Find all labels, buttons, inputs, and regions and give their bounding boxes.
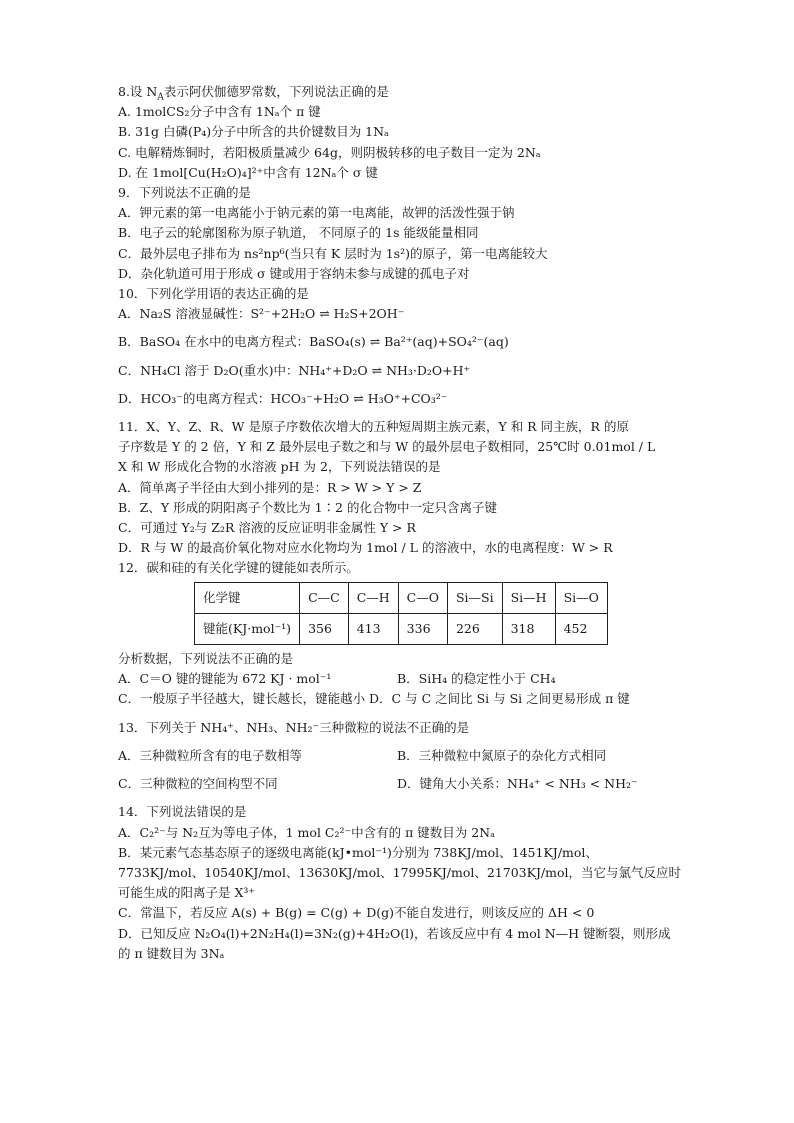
table-cell: Si—O [555, 582, 607, 613]
q14-option-b-line3: 可能生成的阳离子是 X³⁺ [118, 885, 255, 901]
table-cell: 键能(KJ·mol⁻¹) [195, 613, 300, 644]
q8-option-a: A. 1molCS₂分子中含有 1Nₐ个 π 键 [118, 104, 321, 120]
q10-option-d: D．HCO₃⁻的电离方程式：HCO₃⁻+H₂O ⇌ H₃O⁺+CO₃²⁻ [118, 390, 448, 406]
table-cell: C—C [300, 582, 349, 613]
q10-option-a: A．Na₂S 溶液显碱性：S²⁻+2H₂O ⇌ H₂S+2OH⁻ [118, 306, 405, 322]
q13-option-b: B．三种微粒中氮原子的杂化方式相同 [397, 747, 607, 763]
table-row [195, 613, 608, 644]
table-cell: Si—H [502, 582, 555, 613]
q14-option-b-line1: B．某元素气态基态原子的逐级电离能(kJ•mol⁻¹)分别为 738KJ/mol、1451KJ/mol、 [118, 844, 598, 860]
q12-analysis: 分析数据，下列说法不正确的是 [118, 651, 294, 667]
table-cell: 化学键 [195, 582, 300, 613]
q10-option-c: C．NH₄Cl 溶于 D₂O(重水)中：NH₄⁺+D₂O ⇌ NH₃·D₂O+H⁺ [118, 362, 471, 378]
q11-option-b: B．Z、Y 形成的阴阳离子个数比为 1∶2 的化合物中一定只含离子键 [118, 499, 497, 515]
table-cell: 336 [398, 613, 447, 644]
q13-option-c: C．三种微粒的空间构型不同 [118, 776, 278, 792]
table-cell: Si—Si [447, 582, 502, 613]
q14-option-b-line2: 7733KJ/mol、10540KJ/mol、13630KJ/mol、17995KJ/mol、21703KJ/mol，当它与氯气反应时 [118, 864, 682, 880]
table-row [195, 582, 608, 613]
q13-option-d: D．键角大小关系：NH₄⁺ < NH₃ < NH₂⁻ [397, 776, 638, 792]
q11-option-d: D．R 与 W 的最高价氧化物对应水化物均为 1mol / L 的溶液中，水的电离程度：W > R [118, 540, 613, 556]
q9-option-a: A．钾元素的第一电离能小于钠元素的第一电离能，故钾的活泼性强于钠 [118, 205, 515, 221]
table-cell: 226 [447, 613, 502, 644]
q11-stem-line2: 子序数是 Y 的 2 倍，Y 和 Z 最外层电子数之和与 W 的最外层电子数相同，25℃时 0.01mol / L [118, 439, 656, 455]
q13-option-a: A．三种微粒所含有的电子数相等 [118, 747, 303, 763]
q14-option-a: A．C₂²⁻与 N₂互为等电子体，1 mol C₂²⁻中含有的 π 键数目为 2Nₐ [118, 824, 495, 840]
q12-option-a: A．C＝O 键的键能为 672 KJ · mol⁻¹ [118, 671, 332, 687]
q10-stem: 10．下列化学用语的表达正确的是 [118, 286, 309, 302]
q13-options-ab [118, 746, 678, 766]
q11-stem-line1: 11．X、Y、Z、R、W 是原子序数依次增大的五种短周期主族元素，Y 和 R 同主族，R 的原 [118, 419, 629, 435]
q12-stem: 12．碳和硅的有关化学键的键能如表所示。 [118, 560, 359, 576]
q8-option-b: B. 31g 白磷(P₄)分子中所含的共价键数目为 1Nₐ [118, 124, 389, 140]
q14-option-d-line1: D．已知反应 N₂O₄(l)+2N₂H₄(l)=3N₂(g)+4H₂O(l)，若该反应中有 4 mol N—H 键断裂，则形成 [118, 925, 671, 941]
table-cell: C—O [398, 582, 447, 613]
bond-energy-table [194, 582, 608, 645]
q8-stem: 8.设 $N_A$表示阿伏伽德罗常数，下列说法正确的是 [118, 84, 389, 103]
table-cell: 413 [348, 613, 398, 644]
q8-option-d: D. 在 1mol[Cu(H₂O)₄]²⁺中含有 12Nₐ个 σ 键 [118, 164, 378, 180]
q14-option-d-line2: 的 π 键数目为 3Nₐ [118, 945, 225, 961]
q8-option-c: C. 电解精炼铜时，若阳极质量减少 64g，则阴极转移的电子数目一定为 2Nₐ [118, 144, 541, 160]
q11-option-a: A．简单离子半径由大到小排列的是：R > W > Y > Z [118, 479, 422, 495]
q9-option-d: D．杂化轨道可用于形成 σ 键或用于容纳未参与成键的孤电子对 [118, 265, 470, 281]
table-cell: 318 [502, 613, 555, 644]
exam-page [118, 82, 682, 964]
q13-options-cd [118, 774, 678, 794]
q12-options-ab [118, 669, 678, 689]
table-cell: 356 [300, 613, 349, 644]
q11-option-c: C．可通过 Y₂与 Z₂R 溶液的反应证明非金属性 Y > R [118, 520, 416, 536]
q13-stem: 13．下列关于 NH₄⁺、NH₃、NH₂⁻三种微粒的说法不正确的是 [118, 719, 470, 735]
q9-stem: 9．下列说法不正确的是 [118, 185, 251, 201]
q9-option-c: C．最外层电子排布为 ns²np⁶(当只有 K 层时为 1s²)的原子，第一电离能较大 [118, 245, 548, 261]
q14-option-c: C．常温下，若反应 A(s) + B(g) = C(g) + D(g)不能自发进行，则该反应的 ΔH < 0 [118, 905, 595, 921]
table-cell: 452 [555, 613, 607, 644]
q12-options-cd: C．一般原子半径越大，键长越长，键能越小 D．C 与 C 之间比 Si 与 Si 之间更易形成 π 键 [118, 691, 630, 707]
q11-stem-line3: X 和 W 形成化合物的水溶液 pH 为 2，下列说法错误的是 [118, 459, 441, 475]
q14-stem: 14．下列说法错误的是 [118, 804, 247, 820]
q10-option-b: B．BaSO₄ 在水中的电离方程式：BaSO₄(s) ⇌ Ba²⁺(aq)+SO₄²⁻(aq) [118, 334, 509, 350]
table-cell: C—H [348, 582, 398, 613]
q12-option-b: B．SiH₄ 的稳定性小于 CH₄ [397, 671, 556, 687]
q9-option-b: B．电子云的轮廓图称为原子轨道， 不同原子的 1s 能级能量相同 [118, 225, 479, 241]
